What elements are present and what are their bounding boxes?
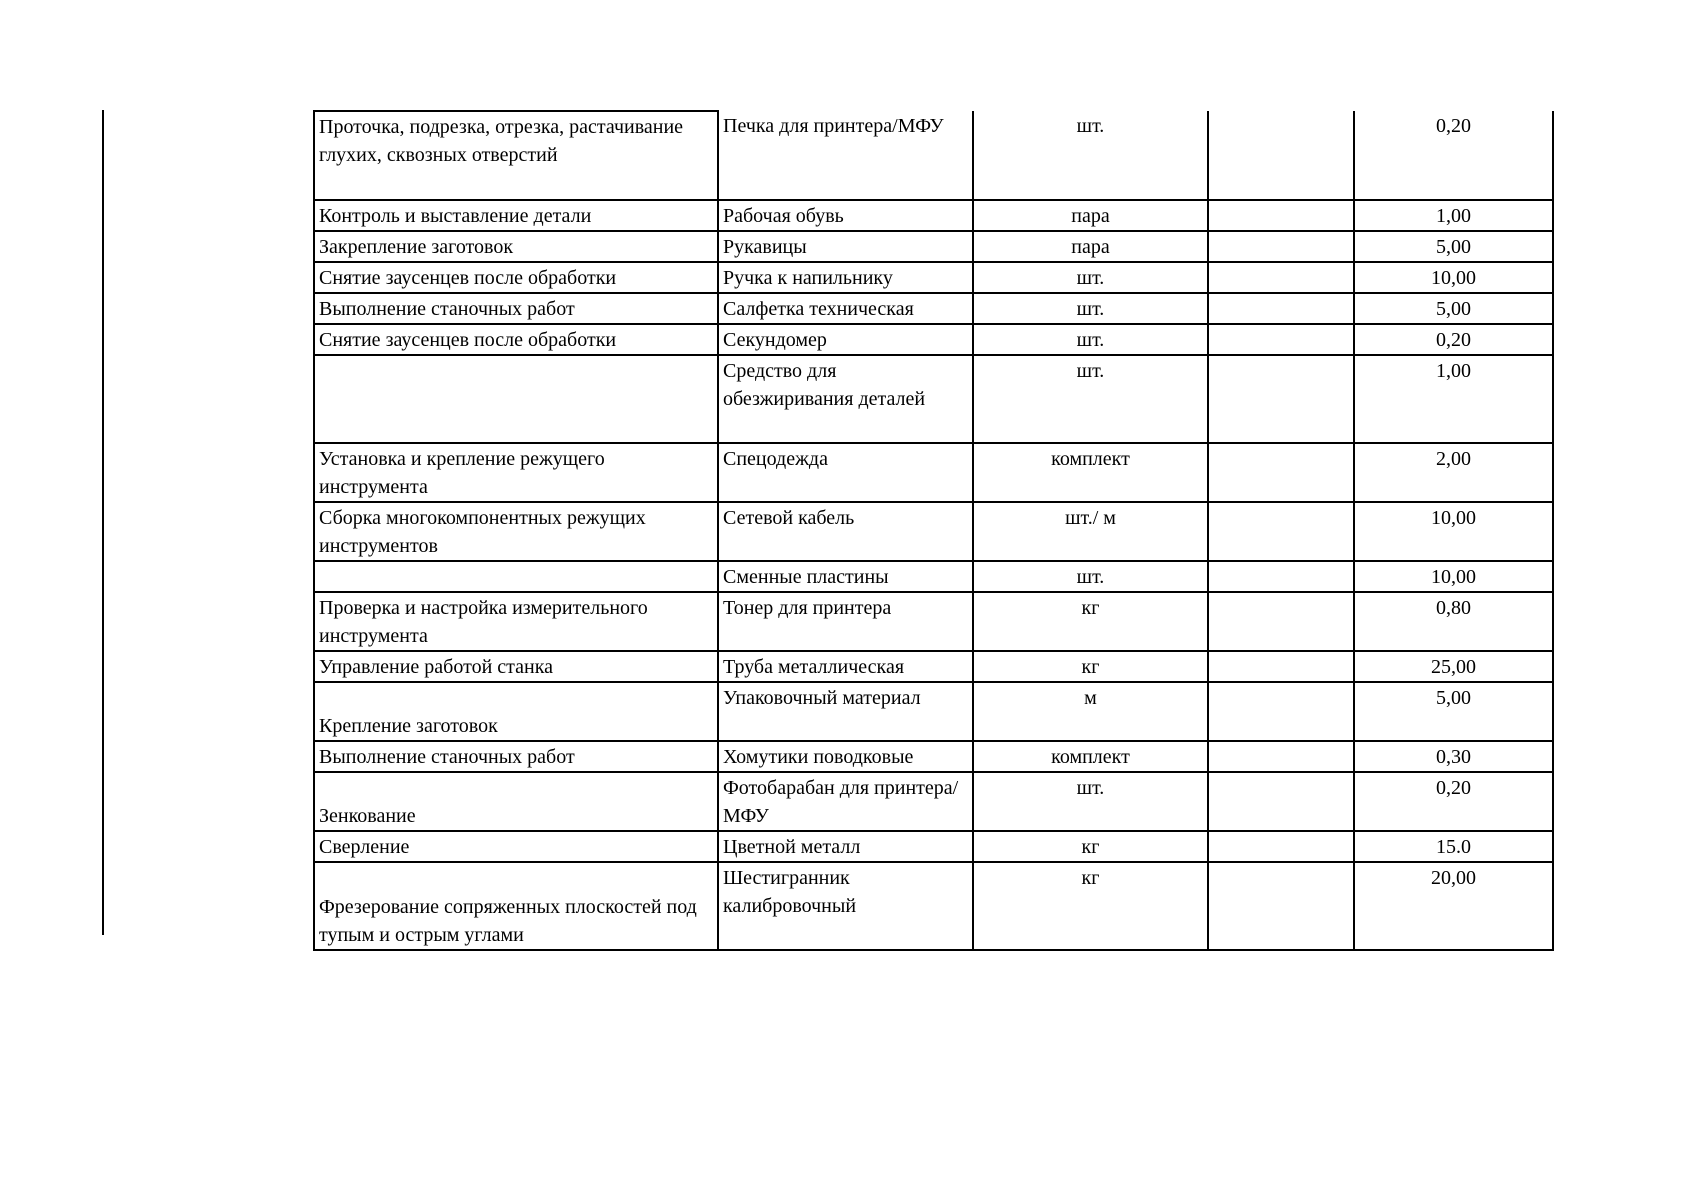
operation-cell: Контроль и выставление детали <box>314 200 718 231</box>
material-cell: Рабочая обувь <box>718 200 973 231</box>
operation-cell <box>314 355 718 443</box>
operation-cell: Выполнение станочных работ <box>314 741 718 772</box>
material-cell: Секундомер <box>718 324 973 355</box>
empty-cell <box>1208 772 1354 831</box>
empty-cell <box>1208 443 1354 502</box>
table-row <box>314 651 1553 682</box>
material-cell: Труба металлическая <box>718 651 973 682</box>
table-row <box>314 862 1553 950</box>
table-row <box>314 831 1553 862</box>
unit-cell: кг <box>973 862 1208 950</box>
unit-cell: шт. <box>973 772 1208 831</box>
empty-cell <box>1208 200 1354 231</box>
empty-cell <box>1208 862 1354 950</box>
material-cell: Хомутики поводковые <box>718 741 973 772</box>
operation-cell: Установка и крепление режущего инструмента <box>314 443 718 502</box>
table-row <box>314 772 1553 831</box>
quantity-cell: 0,20 <box>1354 111 1553 200</box>
empty-cell <box>1208 651 1354 682</box>
operation-cell: Проточка, подрезка, отрезка, растачивание глухих, сквозных отверстий <box>314 111 718 200</box>
quantity-cell: 0,30 <box>1354 741 1553 772</box>
left-margin-rule <box>102 110 104 935</box>
table-row <box>314 741 1553 772</box>
table-row <box>314 355 1553 443</box>
table-row <box>314 111 1553 200</box>
operation-cell: Зенкование <box>314 772 718 831</box>
empty-cell <box>1208 682 1354 741</box>
operation-cell: Управление работой станка <box>314 651 718 682</box>
unit-cell: пара <box>973 231 1208 262</box>
unit-cell: комплект <box>973 443 1208 502</box>
material-cell: Рукавицы <box>718 231 973 262</box>
material-cell: Ручка к напильнику <box>718 262 973 293</box>
table-row <box>314 592 1553 651</box>
table-row <box>314 502 1553 561</box>
empty-cell <box>1208 231 1354 262</box>
operation-cell: Крепление заготовок <box>314 682 718 741</box>
table-row <box>314 443 1553 502</box>
unit-cell: комплект <box>973 741 1208 772</box>
operation-cell: Закрепление заготовок <box>314 231 718 262</box>
empty-cell <box>1208 561 1354 592</box>
quantity-cell: 5,00 <box>1354 231 1553 262</box>
unit-cell: кг <box>973 592 1208 651</box>
unit-cell: шт. <box>973 111 1208 200</box>
empty-cell <box>1208 355 1354 443</box>
empty-cell <box>1208 741 1354 772</box>
material-cell: Шестигранник калибровочный <box>718 862 973 950</box>
operation-cell: Снятие заусенцев после обработки <box>314 324 718 355</box>
operation-cell: Сверление <box>314 831 718 862</box>
quantity-cell: 1,00 <box>1354 200 1553 231</box>
empty-cell <box>1208 502 1354 561</box>
material-cell: Упаковочный материал <box>718 682 973 741</box>
unit-cell: шт. <box>973 293 1208 324</box>
material-cell: Средство для обезжиривания деталей <box>718 355 973 443</box>
material-cell: Сетевой кабель <box>718 502 973 561</box>
quantity-cell: 20,00 <box>1354 862 1553 950</box>
empty-cell <box>1208 831 1354 862</box>
unit-cell: шт. <box>973 561 1208 592</box>
unit-cell: шт./ м <box>973 502 1208 561</box>
material-cell: Салфетка техническая <box>718 293 973 324</box>
material-cell: Печка для принтера/МФУ <box>718 111 973 200</box>
quantity-cell: 0,20 <box>1354 324 1553 355</box>
quantity-cell: 10,00 <box>1354 502 1553 561</box>
quantity-cell: 10,00 <box>1354 262 1553 293</box>
table-row <box>314 324 1553 355</box>
unit-cell: шт. <box>973 262 1208 293</box>
table-row <box>314 262 1553 293</box>
materials-table <box>313 110 1554 951</box>
table-row <box>314 561 1553 592</box>
unit-cell: шт. <box>973 324 1208 355</box>
quantity-cell: 1,00 <box>1354 355 1553 443</box>
empty-cell <box>1208 324 1354 355</box>
quantity-cell: 25,00 <box>1354 651 1553 682</box>
unit-cell: кг <box>973 831 1208 862</box>
quantity-cell: 0,80 <box>1354 592 1553 651</box>
materials-table-body <box>314 111 1553 950</box>
operation-cell: Проверка и настройка измерительного инструмента <box>314 592 718 651</box>
quantity-cell: 5,00 <box>1354 293 1553 324</box>
material-cell: Фотобарабан для принтера/МФУ <box>718 772 973 831</box>
empty-cell <box>1208 293 1354 324</box>
material-cell: Спецодежда <box>718 443 973 502</box>
operation-cell: Фрезерование сопряженных плоскостей под тупым и острым углами <box>314 862 718 950</box>
operation-cell: Сборка многокомпонентных режущих инструментов <box>314 502 718 561</box>
unit-cell: м <box>973 682 1208 741</box>
unit-cell: шт. <box>973 355 1208 443</box>
operation-cell: Выполнение станочных работ <box>314 293 718 324</box>
operation-cell: Снятие заусенцев после обработки <box>314 262 718 293</box>
empty-cell <box>1208 262 1354 293</box>
quantity-cell: 2,00 <box>1354 443 1553 502</box>
operation-cell <box>314 561 718 592</box>
table-row <box>314 231 1553 262</box>
quantity-cell: 0,20 <box>1354 772 1553 831</box>
table-row <box>314 682 1553 741</box>
quantity-cell: 15.0 <box>1354 831 1553 862</box>
unit-cell: пара <box>973 200 1208 231</box>
table-row <box>314 293 1553 324</box>
table-row <box>314 200 1553 231</box>
material-cell: Тонер для принтера <box>718 592 973 651</box>
material-cell: Сменные пластины <box>718 561 973 592</box>
quantity-cell: 10,00 <box>1354 561 1553 592</box>
material-cell: Цветной металл <box>718 831 973 862</box>
unit-cell: кг <box>973 651 1208 682</box>
empty-cell <box>1208 111 1354 200</box>
quantity-cell: 5,00 <box>1354 682 1553 741</box>
empty-cell <box>1208 592 1354 651</box>
